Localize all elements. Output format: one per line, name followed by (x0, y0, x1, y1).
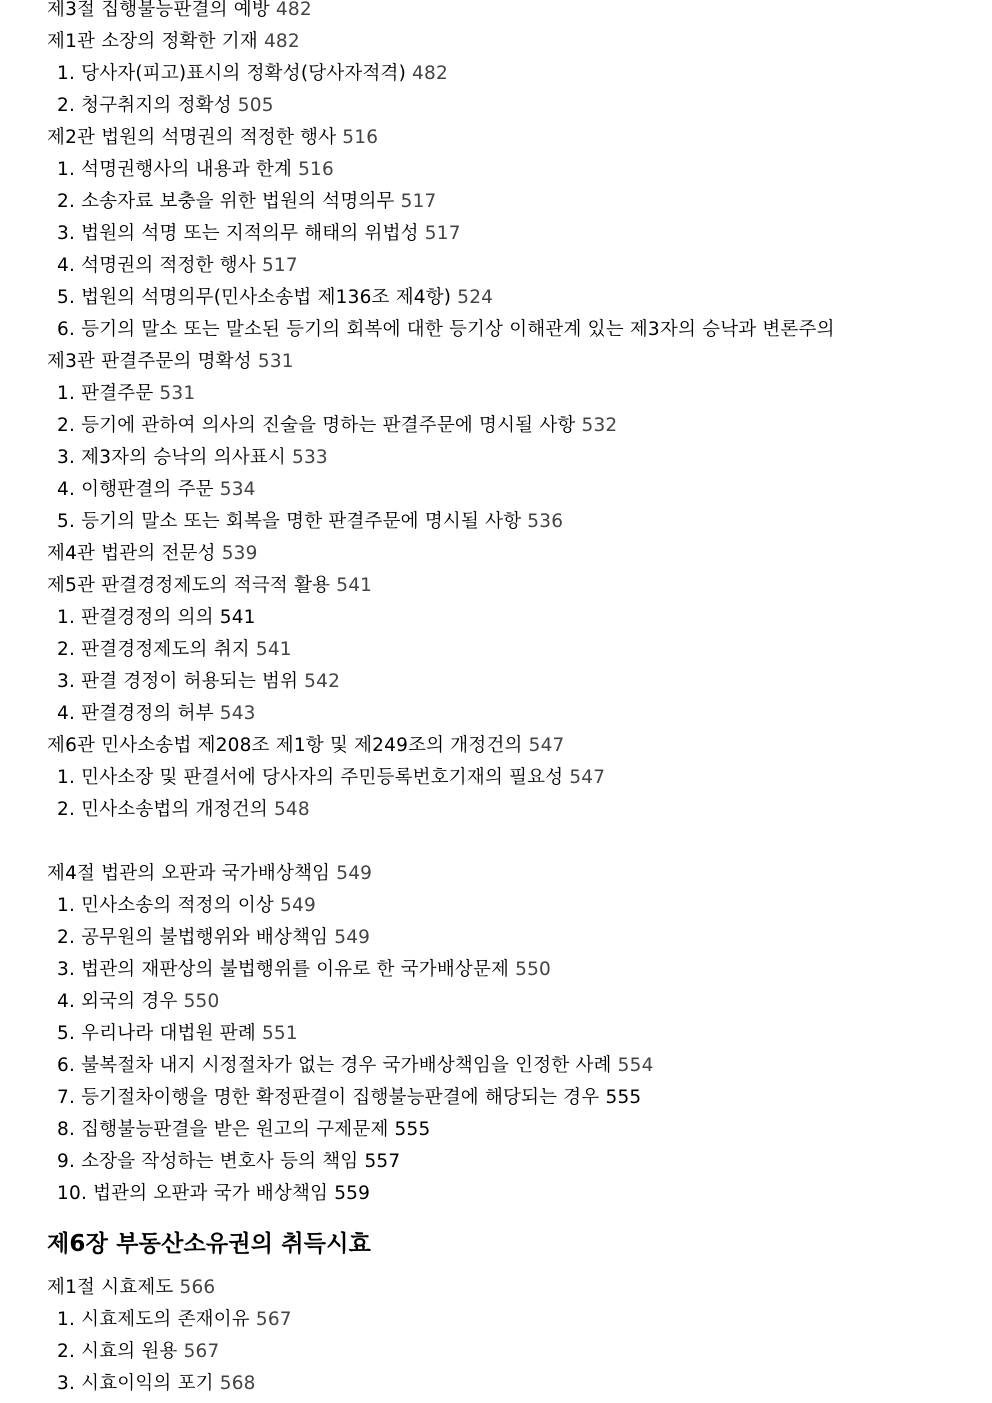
toc-item-entry (47, 474, 977, 506)
toc-page-number: 550 (515, 959, 552, 980)
toc-page-number: 566 (179, 1277, 216, 1298)
toc-item-entry (47, 698, 977, 730)
toc-page-number: 531 (257, 351, 294, 372)
toc-page-number: 567 (183, 1341, 220, 1362)
toc-entry-title: 8. 집행불능판결을 받은 원고의 구제문제 (57, 1119, 389, 1140)
toc-page-number: 555 (394, 1119, 431, 1140)
toc-item-entry (47, 602, 977, 634)
toc-page-number: 557 (364, 1151, 401, 1172)
toc-entry-title: 3. 시효이익의 포기 (57, 1373, 214, 1394)
toc-entry-title: 2. 소송자료 보충을 위한 법원의 석명의무 (57, 191, 395, 212)
toc-item-entry (47, 314, 977, 346)
toc-item-entry (47, 1082, 977, 1114)
toc-page-number: 533 (291, 447, 328, 468)
toc-entry-title: 제4관 법관의 전문성 (47, 543, 216, 564)
toc-page-number: 541 (255, 639, 292, 660)
toc-section-entry (47, 858, 977, 890)
toc-page-number: 534 (219, 479, 256, 500)
toc-page-number: 559 (334, 1183, 371, 1204)
toc-page-number: 551 (261, 1023, 298, 1044)
toc-page-number: 482 (275, 0, 312, 20)
toc-entry-title: 2. 청구취지의 정확성 (57, 95, 232, 116)
toc-entry-title: 1. 판결주문 (57, 383, 154, 404)
toc-item-entry (47, 506, 977, 538)
toc-item-entry (47, 890, 977, 922)
toc-entry-title: 1. 민사소송의 적정의 이상 (57, 895, 275, 916)
toc-item-entry (47, 58, 977, 90)
toc-entry-title: 3. 판결 경정이 허용되는 범위 (57, 671, 299, 692)
toc-item-entry (47, 922, 977, 954)
toc-entry-title: 5. 법원의 석명의무(민사소송법 제136조 제4항) (57, 287, 452, 308)
toc-page-number: 482 (263, 31, 300, 52)
toc-blank-line (47, 826, 977, 858)
toc-entry-title: 2. 등기에 관하여 의사의 진술을 명하는 판결주문에 명시될 사항 (57, 415, 576, 436)
toc-item-entry (47, 634, 977, 666)
toc-entry-title: 5. 등기의 말소 또는 회복을 명한 판결주문에 명시될 사항 (57, 511, 522, 532)
toc-item-entry (47, 794, 977, 826)
toc-item-entry (47, 1018, 977, 1050)
toc-page-number: 532 (581, 415, 618, 436)
toc-entry-title: 제1관 소장의 정확한 기재 (47, 31, 258, 52)
toc-page-number: 536 (527, 511, 564, 532)
chapter-heading (47, 1210, 977, 1272)
toc-item-entry (47, 1146, 977, 1178)
toc-entry-title: 제5관 판결경정제도의 적극적 활용 (47, 575, 331, 596)
toc-section-entry (47, 122, 977, 154)
toc-item-entry (47, 250, 977, 282)
toc-section-entry (47, 0, 977, 26)
toc-page-number: 505 (237, 95, 274, 116)
toc-page-number: 549 (336, 863, 373, 884)
toc-section-entry (47, 346, 977, 378)
toc-page-number: 550 (183, 991, 220, 1012)
toc-item-entry (47, 442, 977, 474)
toc-entry-title: 제6장 부동산소유권의 취득시효 (47, 1231, 372, 1257)
toc-entry-title: 1. 시효제도의 존재이유 (57, 1309, 250, 1330)
toc-page-number: 555 (605, 1087, 642, 1108)
toc-entry-title: 4. 석명권의 적정한 행사 (57, 255, 256, 276)
toc-item-entry (47, 1336, 977, 1368)
toc-entry-title: 2. 민사소송법의 개정건의 (57, 799, 268, 820)
toc-item-entry (47, 986, 977, 1018)
toc-entry-title: 2. 시효의 원용 (57, 1341, 178, 1362)
toc-page-number: 567 (255, 1309, 292, 1330)
toc-page-number: 543 (219, 703, 256, 724)
toc-page-number: 547 (569, 767, 606, 788)
toc-page-number: 531 (159, 383, 196, 404)
toc-entry-title: 6. 불복절차 내지 시정절차가 없는 경우 국가배상책임을 인정한 사례 (57, 1055, 612, 1076)
toc-page-number: 516 (342, 127, 379, 148)
toc-page-number: 517 (261, 255, 298, 276)
toc-page-number: 482 (412, 63, 448, 84)
toc-item-entry (47, 1368, 977, 1400)
toc-page-number: 524 (457, 287, 494, 308)
toc-entry-title: 2. 판결경정제도의 취지 (57, 639, 250, 660)
toc-page-number: 542 (304, 671, 341, 692)
toc-page-number: 568 (219, 1373, 256, 1394)
toc-entry-title: 4. 이행판결의 주문 (57, 479, 214, 500)
toc-entry-title: 제3절 집행불능판결의 예방 (47, 0, 270, 20)
toc-item-entry (47, 762, 977, 794)
toc-section-entry (47, 26, 977, 58)
toc-entry-title: 1. 판결경정의 의의 (57, 607, 214, 628)
toc-entry-title: 제6관 민사소송법 제208조 제1항 및 제249조의 개정건의 (47, 735, 523, 756)
toc-entry-title: 7. 등기절차이행을 명한 확정판결이 집행불능판결에 해당되는 경우 (57, 1087, 600, 1108)
toc-item-entry (47, 1178, 977, 1210)
toc-item-entry (47, 186, 977, 218)
toc-entry-title: 5. 우리나라 대법원 판례 (57, 1023, 256, 1044)
toc-item-entry (47, 282, 977, 314)
toc-entry-title: 제2관 법원의 석명권의 적정한 행사 (47, 127, 337, 148)
toc-entry-title: 2. 공무원의 불법행위와 배상책임 (57, 927, 329, 948)
toc-entry-title: 10. 법관의 오판과 국가 배상책임 (57, 1183, 329, 1204)
toc-entry-title: 9. 소장을 작성하는 변호사 등의 책임 (57, 1151, 359, 1172)
toc-item-entry (47, 1050, 977, 1082)
toc-entry-title: 1. 당사자(피고)표시의 정확성(당사자적격) (57, 63, 407, 84)
toc-page-number: 549 (334, 927, 371, 948)
toc-entry-title: 1. 민사소장 및 판결서에 당사자의 주민등록번호기재의 필요성 (57, 767, 564, 788)
toc-entry-title: 4. 판결경정의 허부 (57, 703, 214, 724)
toc-section-entry (47, 538, 977, 570)
table-of-contents (47, 0, 977, 1400)
toc-item-entry (47, 218, 977, 250)
toc-entry-title: 3. 제3자의 승낙의 의사표시 (57, 447, 286, 468)
toc-page-number: 539 (221, 543, 258, 564)
toc-entry-title: 3. 법관의 재판상의 불법행위를 이유로 한 국가배상문제 (57, 959, 510, 980)
toc-entry-title: 3. 법원의 석명 또는 지적의무 해태의 위법성 (57, 223, 419, 244)
toc-page-number: 548 (273, 799, 310, 820)
toc-entry-title: 1. 석명권행사의 내용과 한계 (57, 159, 293, 180)
toc-item-entry (47, 154, 977, 186)
toc-entry-title: 제1절 시효제도 (47, 1277, 174, 1298)
toc-page-number: 541 (336, 575, 373, 596)
toc-section-entry (47, 570, 977, 602)
toc-page-number: 547 (528, 735, 565, 756)
toc-item-entry (47, 90, 977, 122)
toc-page-number: 517 (400, 191, 437, 212)
toc-item-entry (47, 410, 977, 442)
toc-item-entry (47, 1114, 977, 1146)
toc-page-number: 516 (298, 159, 334, 180)
toc-entry-title: 4. 외국의 경우 (57, 991, 178, 1012)
toc-entry-title: 6. 등기의 말소 또는 말소된 등기의 회복에 대한 등기상 이해관계 있는 제3자의 승낙과 변론주의 (57, 319, 835, 340)
toc-item-entry (47, 954, 977, 986)
toc-page-number: 554 (617, 1055, 654, 1076)
toc-page-number: 549 (280, 895, 316, 916)
toc-entry-title: 제3관 판결주문의 명확성 (47, 351, 252, 372)
toc-section-entry (47, 1272, 977, 1304)
toc-page-number: 517 (424, 223, 461, 244)
toc-item-entry (47, 666, 977, 698)
toc-section-entry (47, 730, 977, 762)
toc-page-number: 541 (219, 607, 256, 628)
toc-entry-title: 제4절 법관의 오판과 국가배상책임 (47, 863, 331, 884)
toc-item-entry (47, 378, 977, 410)
toc-item-entry (47, 1304, 977, 1336)
